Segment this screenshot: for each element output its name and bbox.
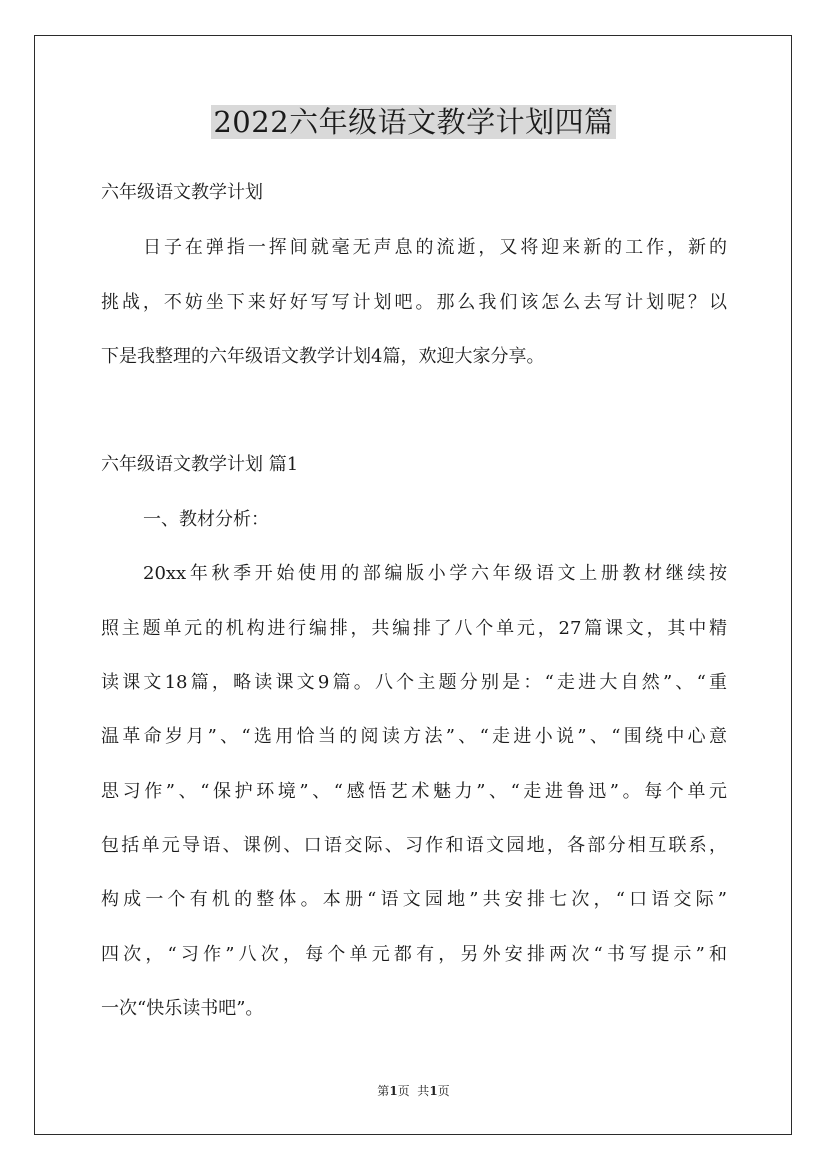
- body-line-7: 构成一个有机的整体。本册“语文园地”共安排七次，“口语交际”: [101, 889, 727, 910]
- body-line-5: 思习作”、“保护环境”、“感悟艺术魅力”、“走进鲁迅”。每个单元: [101, 781, 727, 802]
- footer-page-total: 1: [429, 1084, 438, 1098]
- body-line-4: 温革命岁月”、“选用恰当的阅读方法”、“走进小说”、“围绕中心意: [101, 726, 727, 747]
- body-line-9: 一次“快乐读书吧”。: [101, 998, 264, 1019]
- body-line-1: 20xx年秋季开始使用的部编版小学六年级语文上册教材继续按: [143, 563, 727, 584]
- page-footer: [0, 1083, 827, 1099]
- section-subheading: 一、教材分析：: [143, 509, 269, 530]
- intro-heading: 六年级语文教学计划: [101, 182, 263, 203]
- intro-line-3: 下是我整理的六年级语文教学计划4篇，欢迎大家分享。: [101, 346, 545, 367]
- section-heading: 六年级语文教学计划 篇1: [101, 454, 299, 475]
- body-line-6: 包括单元导语、课例、口语交际、习作和语文园地，各部分相互联系，: [101, 835, 727, 856]
- document-title: [0, 102, 827, 142]
- footer-page-suffix: 页: [437, 1084, 450, 1098]
- footer-page-prefix: 第: [377, 1084, 390, 1098]
- intro-line-2: 挑战，不妨坐下来好好写写计划吧。那么我们该怎么去写计划呢？以: [101, 292, 727, 313]
- body-line-2: 照主题单元的机构进行编排，共编排了八个单元，27篇课文，其中精: [101, 618, 727, 639]
- body-line-3: 读课文18篇，略读课文9篇。八个主题分别是：“走进大自然”、“重: [101, 672, 727, 693]
- document-title-text: 2022六年级语文教学计划四篇: [213, 105, 614, 139]
- body-line-8: 四次，“习作”八次，每个单元都有，另外安排两次“书写提示”和: [101, 944, 727, 965]
- intro-line-1: 日子在弹指一挥间就毫无声息的流逝，又将迎来新的工作，新的: [143, 237, 727, 258]
- footer-page-mid: 页 共: [397, 1084, 430, 1098]
- footer-page-number: 1: [389, 1084, 398, 1098]
